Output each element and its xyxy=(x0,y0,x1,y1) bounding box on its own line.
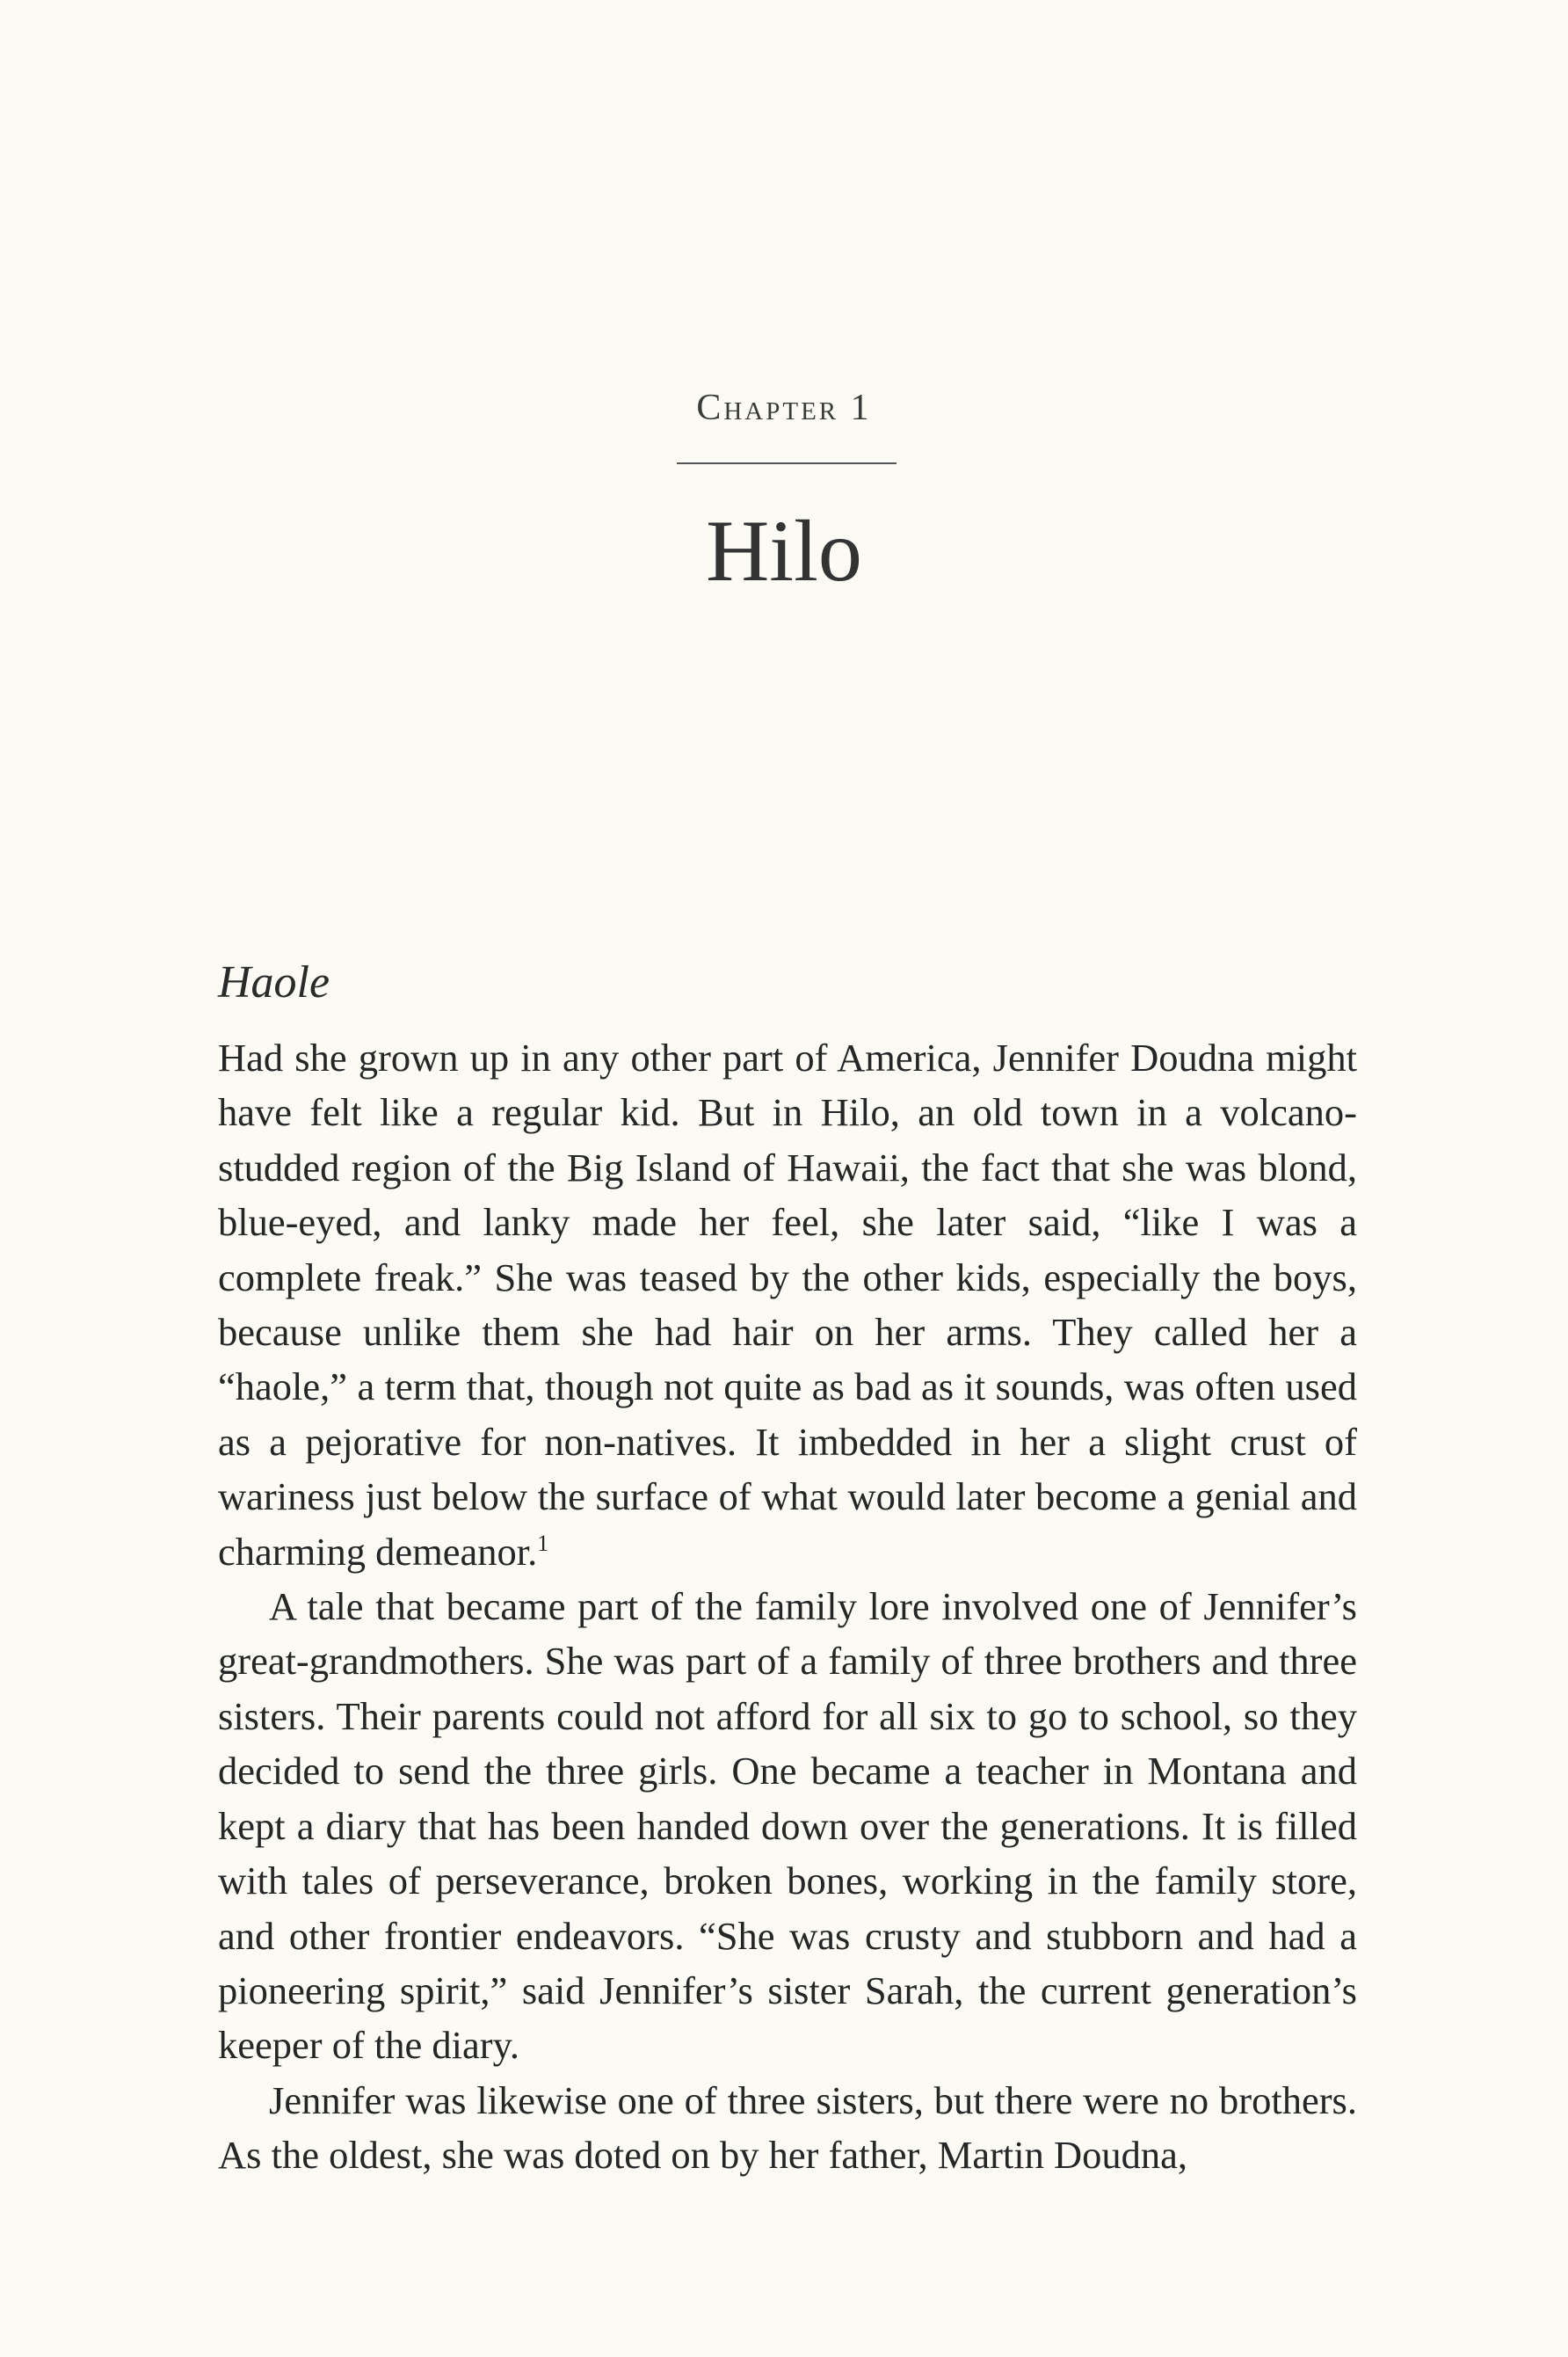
paragraph-text: Had she grown up in any other part of America, Jennifer Doudna might have felt like a regular kid. But in Hilo, an old town in a volcano-studded region of the Big Island of Hawaii, the fact that she was blond, blue-eyed, and lanky made her feel, she later said, “like I was a complete freak.” She was teased by the other kids, especially the boys, because unlike them she had hair on her arms. They called her a “haole,” a term that, though not quite as bad as it sounds, was often used as a pejorative for non-natives. It imbedded in her a slight crust of wariness just below the surface of what would later become a genial and charming demeanor. xyxy=(218,1036,1357,1574)
body-text xyxy=(218,1030,1357,2183)
paragraph xyxy=(218,1579,1357,2073)
paragraph xyxy=(218,1030,1357,1579)
paragraph xyxy=(218,2073,1357,2183)
section-heading: Haole xyxy=(218,957,330,1008)
paragraph-text: A tale that became part of the family lore involved one of Jennifer’s great-grandmothers. She was part of a family of three brothers and three sisters. Their parents could not afford for all six to go to school, so they decided to send the three girls. One became a teacher in Montana and kept a diary that has been handed down over the generations. It is filled with tales of perseverance, broken bones, working in the family store, and other frontier endeavors. “She was crusty and stubborn and had a pioneering spirit,” said Jennifer’s sister Sarah, the current generation’s keeper of the diary. xyxy=(218,1584,1357,2068)
chapter-title: Hilo xyxy=(706,502,862,600)
chapter-divider xyxy=(677,462,897,464)
footnote-marker: 1 xyxy=(537,1530,549,1556)
paragraph-text: Jennifer was likewise one of three sisters, but there were no brothers. As the oldest, she was doted on by her father, Martin Doudna, xyxy=(218,2077,1357,2178)
chapter-label: Chapter 1 xyxy=(696,388,872,428)
